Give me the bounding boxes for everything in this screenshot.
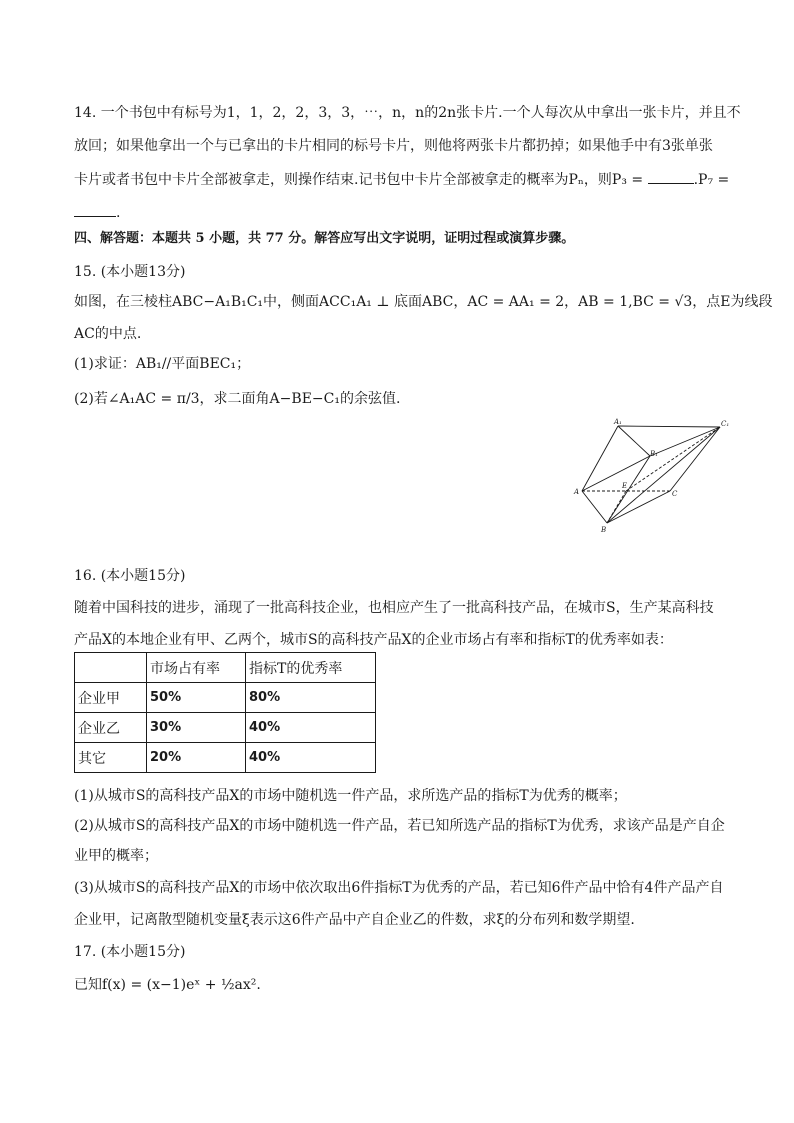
q15-line-2: AC的中点. xyxy=(74,326,142,342)
q14-line-3-tail: .P₇ = xyxy=(693,172,730,188)
table-header-cell: 市场占有率 xyxy=(147,653,246,683)
label-b: B xyxy=(601,526,607,534)
label-e: E xyxy=(622,482,628,490)
label-a: A xyxy=(574,488,580,496)
table-cell: 企业甲 xyxy=(75,683,147,713)
section-heading: 四、解答题：本题共 5 小题，共 77 分。解答应写出文字说明，证明过程或演算步骤。 xyxy=(74,231,575,246)
table-cell: 30% xyxy=(147,713,246,743)
table-cell: 50% xyxy=(147,683,246,713)
q16-part-2b: 业甲的概率； xyxy=(74,848,158,864)
q14-line-2: 放回；如果他拿出一个与已拿出的卡片相同的标号卡片，则他将两张卡片都扔掉；如果他手中有3张单张 xyxy=(74,138,713,154)
q15-header: 15. (本小题13分) xyxy=(74,264,186,280)
q14-line-1: 14. 一个书包中有标号为1，1，2，2，3，3，⋯，n，n的2n张卡片.一个人每次从中拿出一张卡片，并且不 xyxy=(74,105,741,121)
label-a1: A₁ xyxy=(614,418,622,426)
q17-header: 17. (本小题15分) xyxy=(74,944,186,960)
q16-part-3a: (3)从城市S的高科技产品X的市场中依次取出6件指标T为优秀的产品，若已知6件产品中恰有4件产品产自 xyxy=(74,880,724,896)
edge-c1-c xyxy=(670,427,720,491)
q14-line-3-text: 卡片或者书包中卡片全部被拿走，则操作结束.记书包中卡片全部被拿走的概率为Pₙ，则P₃ = xyxy=(74,172,648,188)
table-row xyxy=(75,743,376,773)
table-header-cell xyxy=(75,653,147,683)
table-row xyxy=(75,713,376,743)
q16-line-1: 随着中国科技的进步，涌现了一批高科技企业，也相应产生了一批高科技产品，在城市S，生产某高科技 xyxy=(74,600,714,616)
table-header-cell: 指标T的优秀率 xyxy=(246,653,376,683)
answer-blank-p7[interactable] xyxy=(74,202,116,217)
edge-b-c1 xyxy=(607,427,720,523)
edge-c1-b1 xyxy=(650,427,720,456)
table-cell: 其它 xyxy=(75,743,147,773)
edge-a-b xyxy=(582,491,607,523)
q16-header: 16. (本小题15分) xyxy=(74,568,186,584)
q16-part-1: (1)从城市S的高科技产品X的市场中随机选一件产品，求所选产品的指标T为优秀的概率； xyxy=(74,788,627,804)
q17-line-1: 已知f(x) = (x−1)eˣ + ½ax². xyxy=(74,977,261,993)
table-cell: 40% xyxy=(246,743,376,773)
table-row xyxy=(75,683,376,713)
q16-part-3b: 企业甲，记离散型随机变量ξ表示这6件产品中产自企业乙的件数，求ξ的分布列和数学期望. xyxy=(74,912,635,928)
q15-part-1: (1)求证：AB₁//平面BEC₁； xyxy=(74,356,251,372)
label-b1: B₁ xyxy=(650,450,658,458)
q14-line-4-text: . xyxy=(116,205,121,221)
q14-line-4 xyxy=(74,202,120,223)
edge-a1-c1 xyxy=(618,426,720,427)
prism-figure xyxy=(570,418,730,538)
q16-part-2a: (2)从城市S的高科技产品X的市场中随机选一件产品，若已知所选产品的指标T为优秀，求该产品是产自企 xyxy=(74,818,725,834)
q15-line-1: 如图，在三棱柱ABC−A₁B₁C₁中，侧面ACC₁A₁ ⊥ 底面ABC，AC = AA₁ = 2，AB = 1,BC = √3，点E为线段 xyxy=(74,294,773,310)
q14-line-3 xyxy=(74,169,729,190)
market-share-table xyxy=(74,652,376,773)
edge-a1-b1 xyxy=(618,426,650,456)
label-c1: C₁ xyxy=(721,420,730,428)
table-cell: 企业乙 xyxy=(75,713,147,743)
q16-line-2: 产品X的本地企业有甲、乙两个，城市S的高科技产品X的企业市场占有率和指标T的优秀率如表： xyxy=(74,632,673,648)
table-header-row xyxy=(75,653,376,683)
table-cell: 20% xyxy=(147,743,246,773)
table-cell: 80% xyxy=(246,683,376,713)
edge-e-c1-hidden xyxy=(626,427,720,491)
answer-blank-p3[interactable] xyxy=(648,169,694,184)
q15-part-2: (2)若∠A₁AC = π/3，求二面角A−BE−C₁的余弦值. xyxy=(74,391,401,407)
table-cell: 40% xyxy=(246,713,376,743)
label-c: C xyxy=(672,490,678,498)
